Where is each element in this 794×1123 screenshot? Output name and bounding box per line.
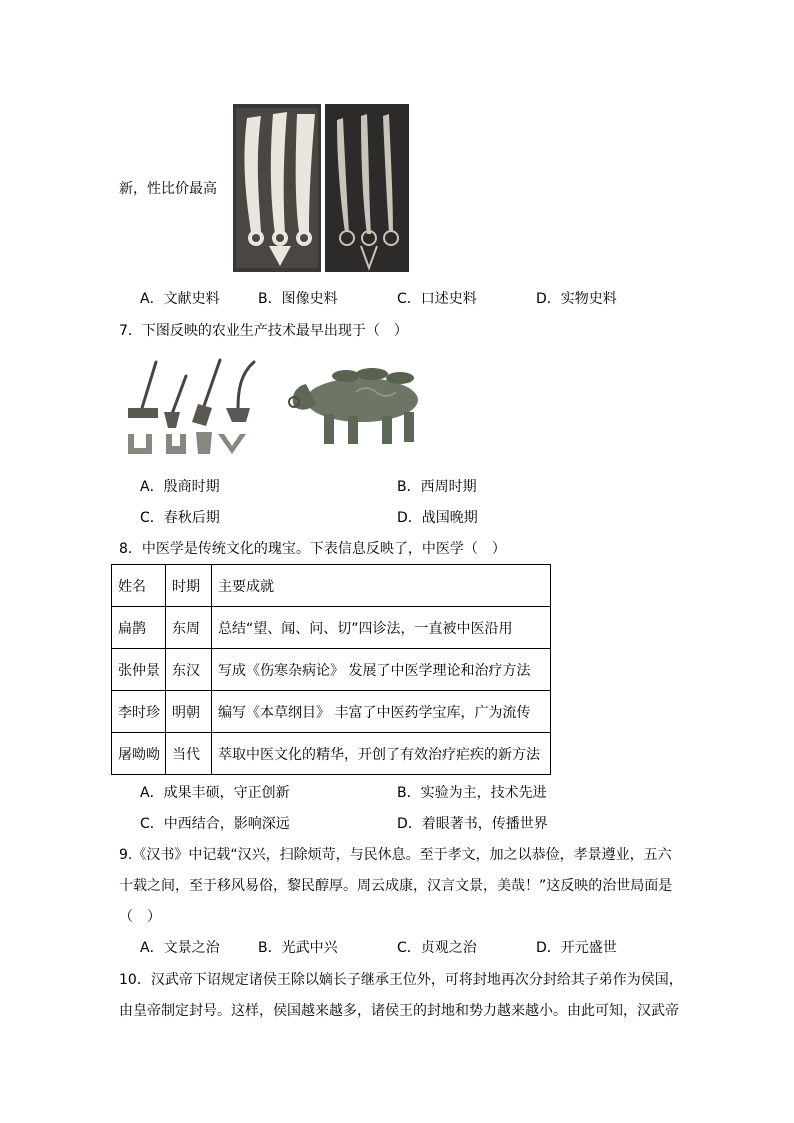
q10-stem-line-2: 由皇帝制定封号。这样，侯国越来越多，诸侯王的封地和势力越来越小。由此可知，汉武帝	[119, 1003, 679, 1019]
q6-option-c: C．口述史料	[397, 291, 477, 307]
cell-period: 东周	[166, 607, 212, 649]
table-header-row	[112, 565, 551, 607]
cell-name: 李时珍	[112, 691, 166, 733]
cell-period: 当代	[166, 733, 212, 775]
q9-option-c: C．贞观之治	[397, 940, 477, 956]
q7-option-d: D．战国晚期	[397, 510, 478, 526]
bronze-ox-zun-image	[286, 360, 428, 448]
q8-option-b: B．实验为主，技术先进	[397, 785, 547, 801]
knife-coin-rubbing-image	[233, 104, 409, 272]
q9-stem-line-3: （ ）	[119, 909, 161, 925]
q9-stem-line-1: 9.《汉书》中记载“汉兴，扫除烦苛，与民休息。至于孝文，加之以恭俭，孝景遵业，五六	[119, 847, 672, 863]
iron-farm-tools-image	[122, 356, 258, 460]
q10-stem-line-1: 10．汉武帝下诏规定诸侯王除以嫡长子继承王位外，可将封地再次分封给其子弟作为侯国，	[119, 972, 683, 988]
q6-option-d: D．实物史料	[536, 291, 617, 307]
cell-name: 张仲景	[112, 649, 166, 691]
cell-period: 明朝	[166, 691, 212, 733]
cell-achievement: 写成《伤寒杂病论》 发展了中医学理论和治疗方法	[212, 649, 551, 691]
q6-lead-text: 新，性比价最高	[119, 181, 217, 197]
tcm-figures-table	[111, 564, 551, 775]
cell-name: 屠呦呦	[112, 733, 166, 775]
q8-option-d: D．着眼著书，传播世界	[397, 816, 548, 832]
q9-option-d: D．开元盛世	[536, 940, 617, 956]
cell-achievement: 编写《本草纲目》 丰富了中医药学宝库，广为流传	[212, 691, 551, 733]
q6-option-b: B．图像史料	[258, 291, 338, 307]
q7-option-a: A．殷商时期	[140, 479, 220, 495]
q7-stem: 7．下图反映的农业生产技术最早出现于（ ）	[119, 323, 408, 339]
q9-option-a: A．文景之治	[140, 940, 220, 956]
table-row	[112, 733, 551, 775]
header-name: 姓名	[112, 565, 166, 607]
q7-option-b: B．西周时期	[397, 479, 477, 495]
q8-option-a: A．成果丰硕，守正创新	[140, 785, 290, 801]
q9-option-b: B．光武中兴	[258, 940, 338, 956]
q8-option-c: C．中西结合，影响深远	[140, 816, 290, 832]
cell-achievement: 总结“望、闻、问、切”四诊法，一直被中医沿用	[212, 607, 551, 649]
table-row	[112, 649, 551, 691]
header-period: 时期	[166, 565, 212, 607]
cell-period: 东汉	[166, 649, 212, 691]
table-row	[112, 607, 551, 649]
q6-option-a: A．文献史料	[140, 291, 220, 307]
header-achievement: 主要成就	[212, 565, 551, 607]
cell-achievement: 萃取中医文化的精华，开创了有效治疗疟疾的新方法	[212, 733, 551, 775]
cell-name: 扁鹊	[112, 607, 166, 649]
table-row	[112, 691, 551, 733]
q8-stem: 8．中医学是传统文化的瑰宝。下表信息反映了，中医学（ ）	[119, 541, 506, 557]
q9-stem-line-2: 十载之间，至于移风易俗，黎民醇厚。周云成康，汉言文景，美哉！”这反映的治世局面是	[119, 878, 673, 894]
q7-option-c: C．春秋后期	[140, 510, 220, 526]
